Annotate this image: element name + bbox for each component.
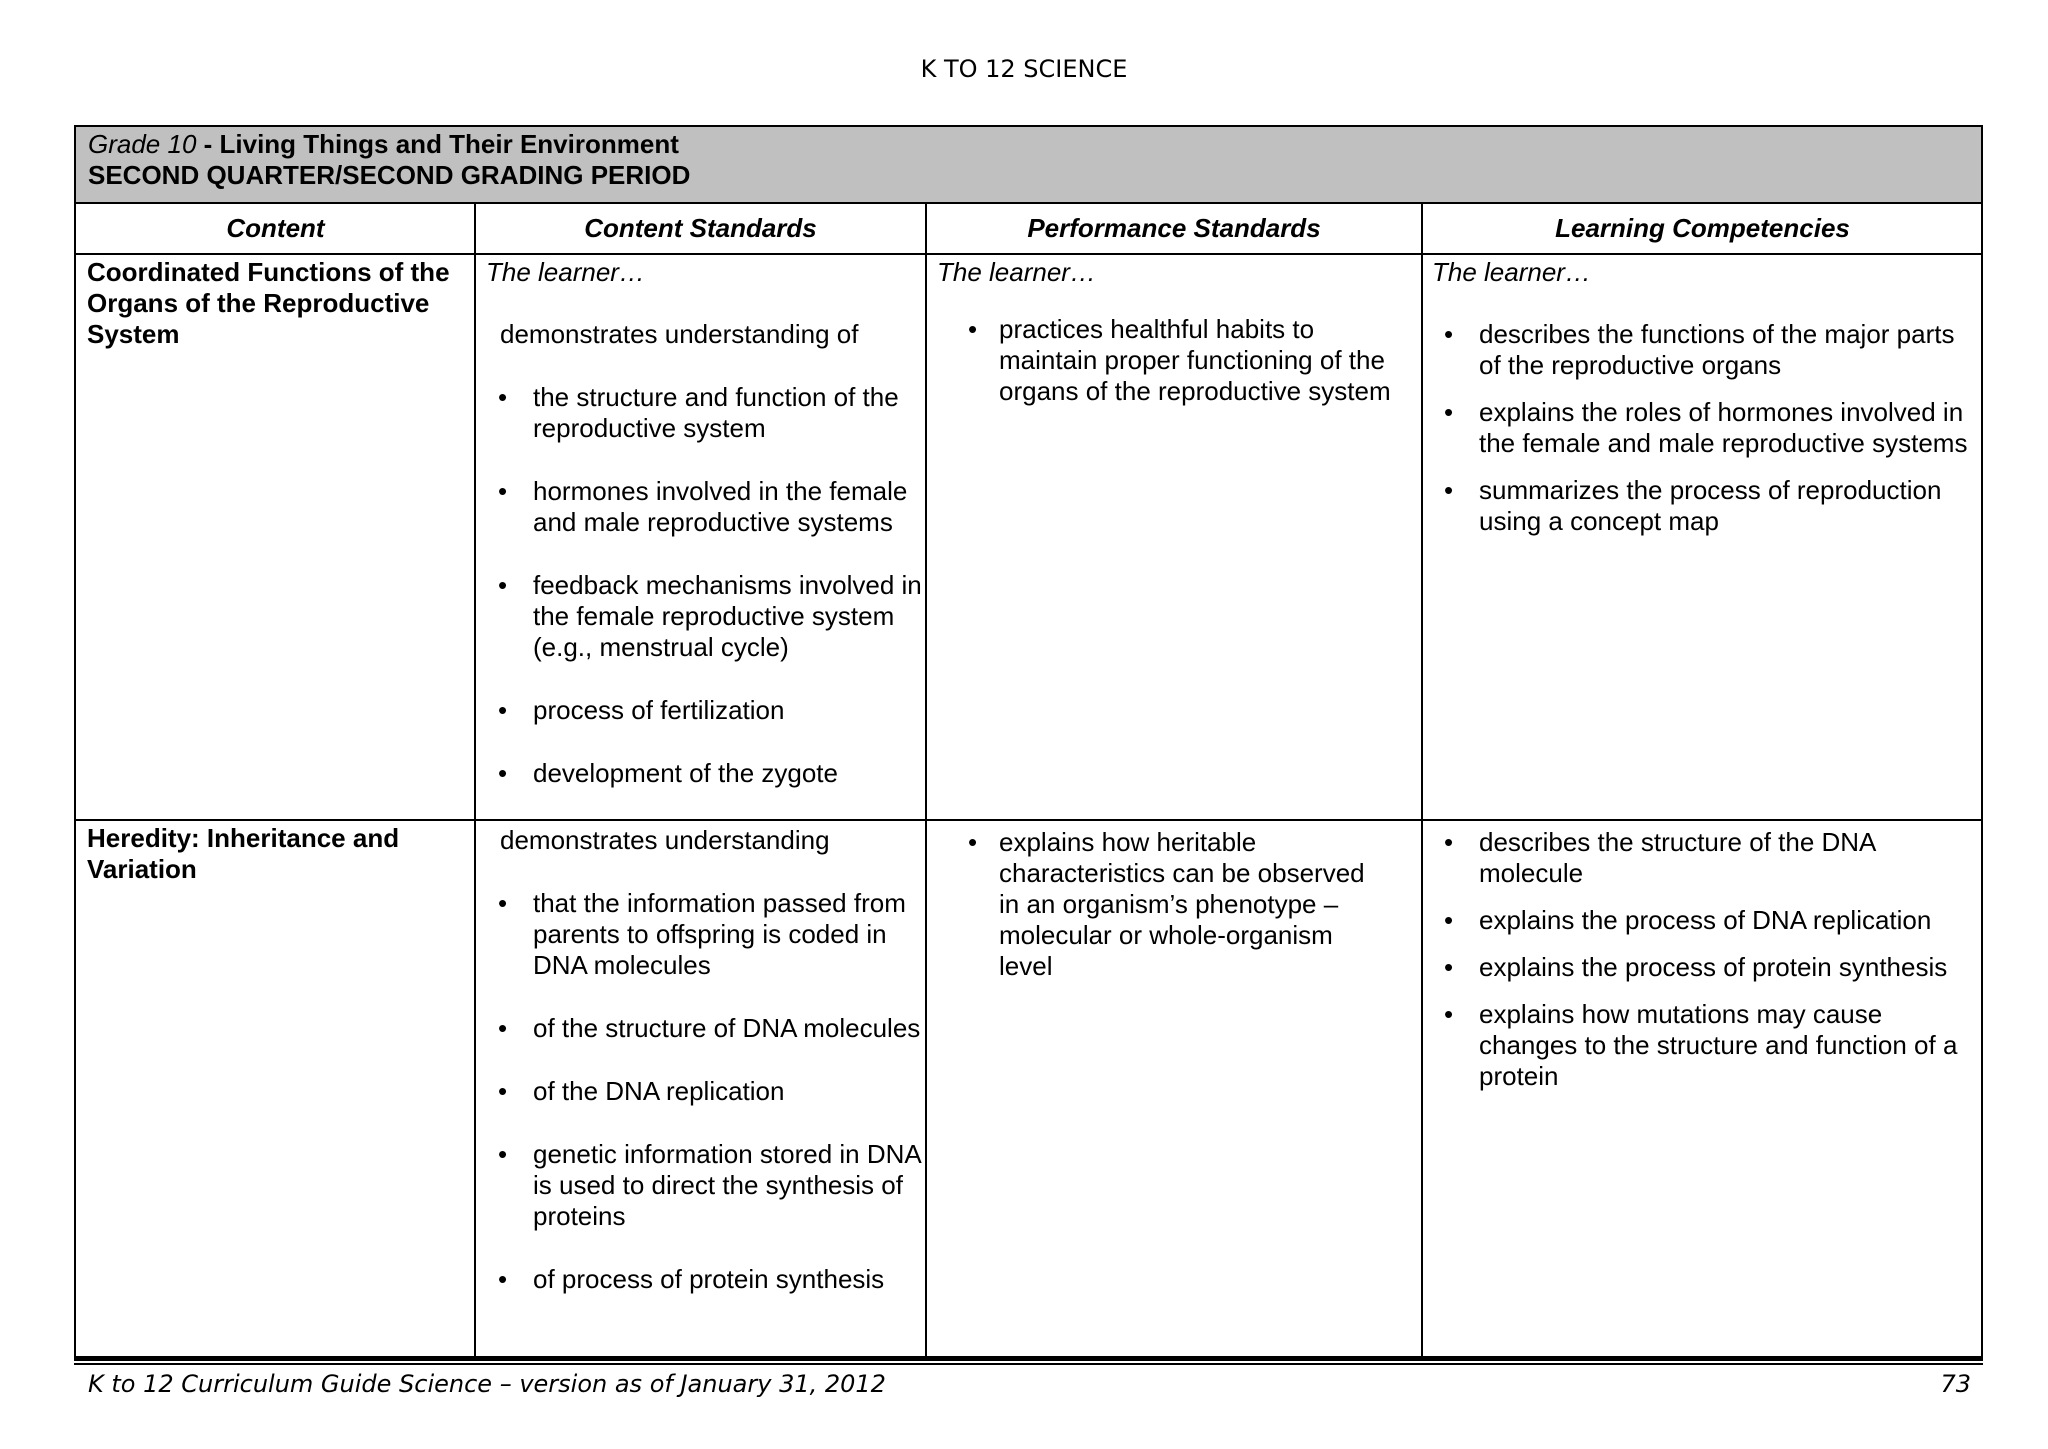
row-2-learning-competencies: [1432, 796, 1982, 1108]
column-header-content: Content: [76, 204, 475, 255]
column-divider: [1421, 204, 1423, 1356]
list-item: • feedback mechanisms involved in the female reproductive system (e.g., menstrual cycle): [486, 570, 922, 663]
list-item: • hormones involved in the female and male reproductive systems: [486, 476, 922, 538]
list-item: • that the information passed from parents to offspring is coded in DNA molecules: [486, 888, 922, 981]
list-item: • the structure and function of the reproductive system: [486, 382, 922, 444]
list-item: • explains the process of DNA replication: [1432, 905, 1982, 936]
curriculum-table: [74, 125, 1983, 1358]
performance-list: [937, 314, 1417, 407]
grade-band: [76, 127, 1981, 204]
row-1-content-standards: [486, 257, 922, 789]
list-item: • explains the roles of hormones involved in the female and male reproductive systems: [1432, 397, 1982, 459]
row-2-performance-standards: [937, 801, 1377, 982]
list-item: • of process of protein synthesis: [486, 1264, 922, 1295]
row-2-content-standards: [486, 825, 922, 1295]
grading-period: SECOND QUARTER/SECOND GRADING PERIOD: [88, 160, 691, 190]
list-item: • of the structure of DNA molecules: [486, 1013, 922, 1044]
row-2-content: Heredity: Inheritance and Variation: [87, 823, 400, 884]
list-item: • explains how mutations may cause changes to the structure and function of a protein: [1432, 999, 1982, 1092]
footer-document-title: K to 12 Curriculum Guide Science – version as of January 31, 2012: [88, 1370, 886, 1398]
column-header-performance-standards: Performance Standards: [926, 204, 1422, 255]
list-item: • development of the zygote: [486, 758, 922, 789]
column-header-learning-competencies: Learning Competencies: [1422, 204, 1983, 255]
topic-label: - Living Things and Their Environment: [196, 129, 679, 159]
competencies-list: [1432, 319, 1982, 537]
standards-intro: demonstrates understanding of: [500, 319, 859, 349]
list-item: • explains the process of protein synthesis: [1432, 952, 1982, 983]
learner-label: The learner…: [937, 257, 1096, 287]
list-item: • describes the structure of the DNA molecule: [1432, 827, 1982, 889]
page-header-title: K TO 12 SCIENCE: [920, 55, 1128, 83]
standards-list: [486, 888, 922, 1295]
page-number: 73: [1940, 1370, 1971, 1398]
learner-label: The learner…: [1432, 257, 1591, 287]
standards-intro: demonstrates understanding: [500, 825, 830, 855]
competencies-list: [1432, 827, 1982, 1092]
list-item: • process of fertilization: [486, 695, 922, 726]
grade-title-line: [88, 129, 1969, 160]
list-item: • summarizes the process of reproduction using a concept map: [1432, 475, 1982, 537]
column-header-content-standards: Content Standards: [475, 204, 926, 255]
row-1-content: Coordinated Functions of the Organs of the Reproductive System: [87, 257, 450, 349]
list-item: • explains how heritable characteristics can be observed in an organism’s phenotype – molecular or whole-organism level: [937, 827, 1377, 982]
list-item: • genetic information stored in DNA is used to direct the synthesis of proteins: [486, 1139, 922, 1232]
grade-label: Grade 10: [88, 129, 197, 159]
performance-list: [937, 827, 1377, 982]
footer-rule-thin: [74, 1363, 1983, 1365]
row-1-performance-standards: [937, 257, 1417, 407]
learner-label: The learner…: [486, 257, 645, 287]
list-item: • describes the functions of the major parts of the reproductive organs: [1432, 319, 1982, 381]
footer-rule-thick: [74, 1358, 1983, 1361]
column-divider: [925, 204, 927, 1356]
row-1-learning-competencies: [1432, 257, 1982, 553]
standards-list: [486, 382, 922, 789]
list-item: • practices healthful habits to maintain proper functioning of the organs of the reproductive system: [937, 314, 1417, 407]
column-divider: [474, 204, 476, 1356]
list-item: • of the DNA replication: [486, 1076, 922, 1107]
